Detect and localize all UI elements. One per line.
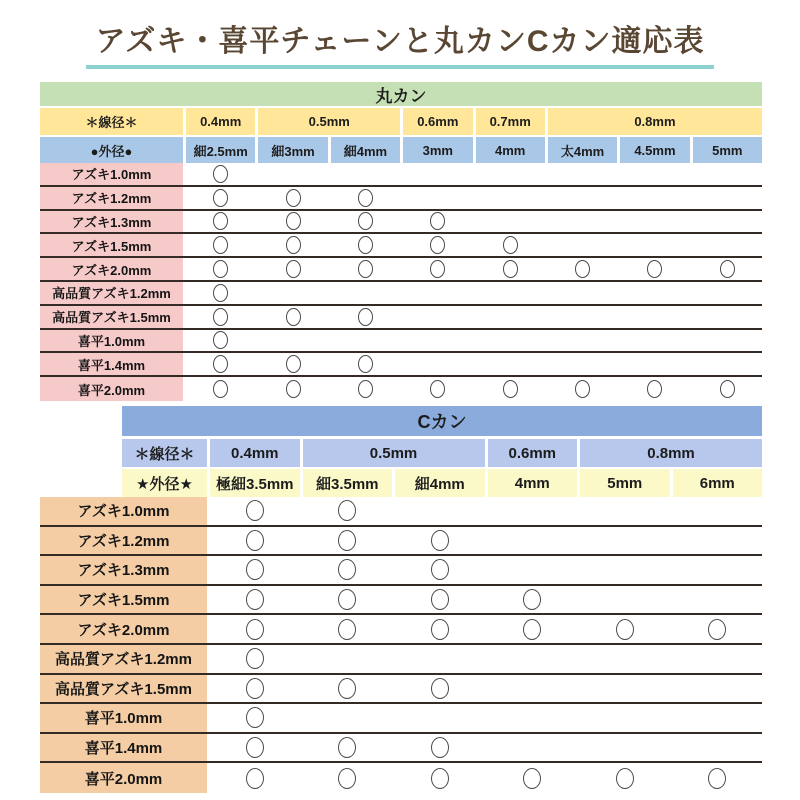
compatible-mark xyxy=(246,678,264,699)
compat-cell xyxy=(693,306,762,328)
compatible-mark xyxy=(431,559,449,580)
table-row xyxy=(40,258,762,282)
compat-cell xyxy=(395,704,485,732)
compat-cell xyxy=(210,704,300,732)
compat-cell xyxy=(210,586,300,614)
compat-cell xyxy=(620,282,689,304)
compatible-mark xyxy=(503,380,518,398)
marukan-table-body xyxy=(40,163,762,401)
wire-diameter-cell: 0.4mm xyxy=(210,439,300,467)
compatible-mark xyxy=(213,236,228,254)
compat-cell xyxy=(476,282,545,304)
compat-cell xyxy=(403,330,472,352)
compatible-mark xyxy=(286,260,301,278)
row-label: アズキ1.3mm xyxy=(40,556,207,584)
compat-cell xyxy=(620,187,689,209)
compat-cell xyxy=(580,527,670,555)
compat-cell xyxy=(258,234,327,256)
compatible-mark xyxy=(431,589,449,610)
compat-cell xyxy=(258,353,327,375)
compat-cell xyxy=(620,211,689,233)
compat-cell xyxy=(693,353,762,375)
outer-diameter-cell: 太4mm xyxy=(548,137,617,163)
compatible-mark xyxy=(430,236,445,254)
compat-cell xyxy=(476,163,545,185)
compat-cell xyxy=(186,330,255,352)
outer-diameter-cell: 細2.5mm xyxy=(186,137,255,163)
row-label: 喜平2.0mm xyxy=(40,763,207,793)
compat-cell xyxy=(395,763,485,793)
compat-cell xyxy=(210,497,300,525)
compat-cell xyxy=(395,615,485,643)
compat-cell xyxy=(673,556,763,584)
wire-diameter-cell: 0.5mm xyxy=(303,439,485,467)
compat-cell xyxy=(186,258,255,280)
compatible-mark xyxy=(213,189,228,207)
table-row xyxy=(40,586,762,616)
compatible-mark xyxy=(246,768,264,789)
compatible-mark xyxy=(246,530,264,551)
row-label: 高品質アズキ1.5mm xyxy=(40,675,207,703)
compatible-mark xyxy=(431,619,449,640)
compat-cell xyxy=(488,527,578,555)
compat-cell xyxy=(693,258,762,280)
table-row xyxy=(40,234,762,258)
compat-cell xyxy=(303,615,393,643)
compat-cell xyxy=(548,377,617,401)
compatible-mark xyxy=(213,260,228,278)
compat-cell xyxy=(186,234,255,256)
compat-cell xyxy=(403,187,472,209)
compatible-mark xyxy=(246,737,264,758)
compatible-mark xyxy=(213,212,228,230)
compatible-mark xyxy=(523,768,541,789)
compat-cell xyxy=(331,306,400,328)
row-label: 喜平2.0mm xyxy=(40,377,183,401)
table-row xyxy=(40,163,762,187)
compat-cell xyxy=(210,556,300,584)
row-label: 高品質アズキ1.5mm xyxy=(40,306,183,328)
compatible-mark xyxy=(503,260,518,278)
compatible-mark xyxy=(358,189,373,207)
compatible-mark xyxy=(213,331,228,349)
compatible-mark xyxy=(431,768,449,789)
compat-cell xyxy=(186,282,255,304)
outer-diameter-cell: 4mm xyxy=(488,469,578,497)
compat-cell xyxy=(331,330,400,352)
row-label: アズキ1.2mm xyxy=(40,527,207,555)
outer-diameter-cell: 5mm xyxy=(580,469,670,497)
compat-cell xyxy=(488,497,578,525)
compatible-mark xyxy=(338,500,356,521)
compatible-mark xyxy=(708,619,726,640)
compat-cell xyxy=(673,527,763,555)
compatible-mark xyxy=(720,380,735,398)
compat-cell xyxy=(580,704,670,732)
wire-diameter-cell: 0.8mm xyxy=(580,439,762,467)
compat-cell xyxy=(620,306,689,328)
compat-cell xyxy=(403,234,472,256)
wire-diameter-cell: 0.4mm xyxy=(186,108,255,135)
table-row xyxy=(40,615,762,645)
compatible-mark xyxy=(246,648,264,669)
compat-cell xyxy=(258,282,327,304)
row-label: アズキ2.0mm xyxy=(40,615,207,643)
compat-cell xyxy=(258,306,327,328)
marukan-table xyxy=(40,82,762,401)
row-label: アズキ1.3mm xyxy=(40,211,183,233)
compat-cell xyxy=(210,763,300,793)
outer-diameter-cell: 極細3.5mm xyxy=(210,469,300,497)
compat-cell xyxy=(488,763,578,793)
compatible-mark xyxy=(358,308,373,326)
compat-cell xyxy=(403,258,472,280)
compat-cell xyxy=(303,497,393,525)
outer-diameter-cell: 4.5mm xyxy=(620,137,689,163)
compat-cell xyxy=(331,163,400,185)
compat-cell xyxy=(395,556,485,584)
compatible-mark xyxy=(431,737,449,758)
compat-cell xyxy=(186,377,255,401)
compat-cell xyxy=(693,187,762,209)
row-label: 喜平1.0mm xyxy=(40,704,207,732)
compat-cell xyxy=(258,211,327,233)
compat-cell xyxy=(548,258,617,280)
compatible-mark xyxy=(358,355,373,373)
compatible-mark xyxy=(430,380,445,398)
row-label: アズキ1.5mm xyxy=(40,586,207,614)
ckan-outer-diameter-row xyxy=(122,469,762,497)
compat-cell xyxy=(186,306,255,328)
compat-cell xyxy=(303,675,393,703)
compat-cell xyxy=(673,615,763,643)
compat-cell xyxy=(548,282,617,304)
outer-diameter-cell: 3mm xyxy=(403,137,472,163)
compat-cell xyxy=(210,675,300,703)
table-row xyxy=(40,306,762,330)
compat-cell xyxy=(403,211,472,233)
compat-cell xyxy=(476,234,545,256)
compat-cell xyxy=(331,211,400,233)
compat-cell xyxy=(476,377,545,401)
compatible-mark xyxy=(431,678,449,699)
compat-cell xyxy=(186,353,255,375)
outer-diameter-label: ★外径★ xyxy=(122,469,207,497)
compat-cell xyxy=(210,615,300,643)
compat-cell xyxy=(476,187,545,209)
compat-cell xyxy=(673,586,763,614)
compat-cell xyxy=(476,258,545,280)
table-row xyxy=(40,704,762,734)
compat-cell xyxy=(548,330,617,352)
compat-cell xyxy=(620,330,689,352)
compatible-mark xyxy=(647,380,662,398)
compat-cell xyxy=(548,306,617,328)
outer-diameter-cell: 細3mm xyxy=(258,137,327,163)
compatible-mark xyxy=(338,768,356,789)
wire-diameter-label: ＊線径＊ xyxy=(40,108,183,135)
table-row xyxy=(40,330,762,354)
compatible-mark xyxy=(286,212,301,230)
compat-cell xyxy=(303,556,393,584)
table-row xyxy=(40,211,762,235)
compat-cell xyxy=(693,234,762,256)
outer-diameter-cell: 4mm xyxy=(476,137,545,163)
wire-diameter-label: ＊線径＊ xyxy=(122,439,207,467)
compatible-mark xyxy=(286,355,301,373)
compatible-mark xyxy=(286,189,301,207)
compat-cell xyxy=(548,234,617,256)
compat-cell xyxy=(548,163,617,185)
compat-cell xyxy=(693,377,762,401)
ckan-table-title: Cカン xyxy=(122,406,762,436)
compatible-mark xyxy=(358,260,373,278)
compat-cell xyxy=(303,645,393,673)
compatible-mark xyxy=(213,284,228,302)
compat-cell xyxy=(395,675,485,703)
compatible-mark xyxy=(338,589,356,610)
row-label: アズキ1.0mm xyxy=(40,163,183,185)
compat-cell xyxy=(258,258,327,280)
compatible-mark xyxy=(213,380,228,398)
wire-diameter-cell: 0.6mm xyxy=(403,108,472,135)
row-label: 喜平1.4mm xyxy=(40,353,183,375)
outer-diameter-label: ●外径● xyxy=(40,137,183,163)
compat-cell xyxy=(186,163,255,185)
compat-cell xyxy=(580,734,670,762)
compat-cell xyxy=(258,377,327,401)
compat-cell xyxy=(210,527,300,555)
wire-diameter-cell: 0.7mm xyxy=(476,108,545,135)
compat-cell xyxy=(476,353,545,375)
compatible-mark xyxy=(575,380,590,398)
compatible-mark xyxy=(616,619,634,640)
compat-cell xyxy=(693,163,762,185)
compat-cell xyxy=(620,163,689,185)
compat-cell xyxy=(331,377,400,401)
compat-cell xyxy=(673,497,763,525)
compat-cell xyxy=(693,330,762,352)
compat-cell xyxy=(488,645,578,673)
compatible-mark xyxy=(338,678,356,699)
compatible-mark xyxy=(430,212,445,230)
compatible-mark xyxy=(430,260,445,278)
compat-cell xyxy=(580,556,670,584)
compat-cell xyxy=(258,163,327,185)
compat-cell xyxy=(303,704,393,732)
compat-cell xyxy=(395,497,485,525)
compat-cell xyxy=(673,763,763,793)
outer-diameter-cell: 細3.5mm xyxy=(303,469,393,497)
compat-cell xyxy=(580,497,670,525)
table-row xyxy=(40,734,762,764)
compat-cell xyxy=(258,330,327,352)
table-row xyxy=(40,527,762,557)
compat-cell xyxy=(673,704,763,732)
outer-diameter-cell: 5mm xyxy=(693,137,762,163)
compat-cell xyxy=(488,704,578,732)
compat-cell xyxy=(395,734,485,762)
row-label: アズキ1.2mm xyxy=(40,187,183,209)
compat-cell xyxy=(331,187,400,209)
compat-cell xyxy=(403,377,472,401)
row-label: 高品質アズキ1.2mm xyxy=(40,282,183,304)
compatible-mark xyxy=(523,589,541,610)
compatible-mark xyxy=(286,380,301,398)
compat-cell xyxy=(403,163,472,185)
compat-cell xyxy=(580,763,670,793)
ckan-table-header xyxy=(122,406,762,497)
table-row xyxy=(40,645,762,675)
compat-cell xyxy=(673,675,763,703)
compatible-mark xyxy=(720,260,735,278)
compatible-mark xyxy=(358,212,373,230)
outer-diameter-cell: 細4mm xyxy=(395,469,485,497)
table-row xyxy=(40,556,762,586)
compat-cell xyxy=(331,282,400,304)
compatible-mark xyxy=(358,236,373,254)
compat-cell xyxy=(488,734,578,762)
compat-cell xyxy=(395,527,485,555)
compat-cell xyxy=(476,330,545,352)
compat-cell xyxy=(303,734,393,762)
compatible-mark xyxy=(213,355,228,373)
table-row xyxy=(40,377,762,401)
ckan-table-body xyxy=(40,497,762,793)
compat-cell xyxy=(620,353,689,375)
compatible-mark xyxy=(213,165,228,183)
compat-cell xyxy=(580,645,670,673)
compat-cell xyxy=(580,675,670,703)
compatible-mark xyxy=(246,559,264,580)
compat-cell xyxy=(488,556,578,584)
wire-diameter-cell: 0.8mm xyxy=(548,108,762,135)
compat-cell xyxy=(580,615,670,643)
compat-cell xyxy=(620,234,689,256)
table-row xyxy=(40,763,762,793)
compat-cell xyxy=(303,586,393,614)
compat-cell xyxy=(210,645,300,673)
compatible-mark xyxy=(338,737,356,758)
compat-cell xyxy=(395,586,485,614)
compat-cell xyxy=(548,211,617,233)
compat-cell xyxy=(303,763,393,793)
table-row xyxy=(40,497,762,527)
compat-cell xyxy=(620,377,689,401)
compatible-mark xyxy=(647,260,662,278)
compat-cell xyxy=(488,675,578,703)
compat-cell xyxy=(395,645,485,673)
wire-diameter-cell: 0.6mm xyxy=(488,439,578,467)
marukan-wire-diameter-row xyxy=(40,108,762,137)
row-label: アズキ2.0mm xyxy=(40,258,183,280)
compatible-mark xyxy=(246,589,264,610)
compat-cell xyxy=(403,353,472,375)
compat-cell xyxy=(331,353,400,375)
compat-cell xyxy=(488,586,578,614)
compat-cell xyxy=(620,258,689,280)
table-row xyxy=(40,282,762,306)
compatible-mark xyxy=(338,619,356,640)
compatible-mark xyxy=(246,707,264,728)
row-label: アズキ1.0mm xyxy=(40,497,207,525)
compat-cell xyxy=(673,734,763,762)
row-label: 高品質アズキ1.2mm xyxy=(40,645,207,673)
marukan-table-title: 丸カン xyxy=(40,82,762,106)
compat-cell xyxy=(548,187,617,209)
compat-cell xyxy=(673,645,763,673)
marukan-outer-diameter-row xyxy=(40,137,762,163)
ckan-wire-diameter-row xyxy=(122,439,762,469)
compatible-mark xyxy=(286,236,301,254)
table-row xyxy=(40,353,762,377)
compat-cell xyxy=(258,187,327,209)
table-row xyxy=(40,675,762,705)
compat-cell xyxy=(488,615,578,643)
table-row xyxy=(40,187,762,211)
compatible-mark xyxy=(286,308,301,326)
compat-cell xyxy=(186,187,255,209)
page-title: アズキ・喜平チェーンと丸カンCカン適応表 xyxy=(86,14,715,69)
outer-diameter-cell: 6mm xyxy=(673,469,763,497)
compatible-mark xyxy=(246,619,264,640)
title-area xyxy=(0,0,800,69)
compat-cell xyxy=(331,234,400,256)
compatible-mark xyxy=(246,500,264,521)
compatible-mark xyxy=(616,768,634,789)
compat-cell xyxy=(303,527,393,555)
compatible-mark xyxy=(708,768,726,789)
compatible-mark xyxy=(358,380,373,398)
compat-cell xyxy=(548,353,617,375)
compatible-mark xyxy=(503,236,518,254)
compat-cell xyxy=(331,258,400,280)
compat-cell xyxy=(476,306,545,328)
compatible-mark xyxy=(431,530,449,551)
compatible-mark xyxy=(575,260,590,278)
compat-cell xyxy=(693,282,762,304)
compatible-mark xyxy=(338,530,356,551)
compat-cell xyxy=(693,211,762,233)
row-label: アズキ1.5mm xyxy=(40,234,183,256)
compat-cell xyxy=(210,734,300,762)
compat-cell xyxy=(403,306,472,328)
compatible-mark xyxy=(338,559,356,580)
compatible-mark xyxy=(523,619,541,640)
row-label: 喜平1.0mm xyxy=(40,330,183,352)
compatible-mark xyxy=(213,308,228,326)
compat-cell xyxy=(580,586,670,614)
compat-cell xyxy=(186,211,255,233)
row-label: 喜平1.4mm xyxy=(40,734,207,762)
outer-diameter-cell: 細4mm xyxy=(331,137,400,163)
compat-cell xyxy=(403,282,472,304)
wire-diameter-cell: 0.5mm xyxy=(258,108,400,135)
compat-cell xyxy=(476,211,545,233)
